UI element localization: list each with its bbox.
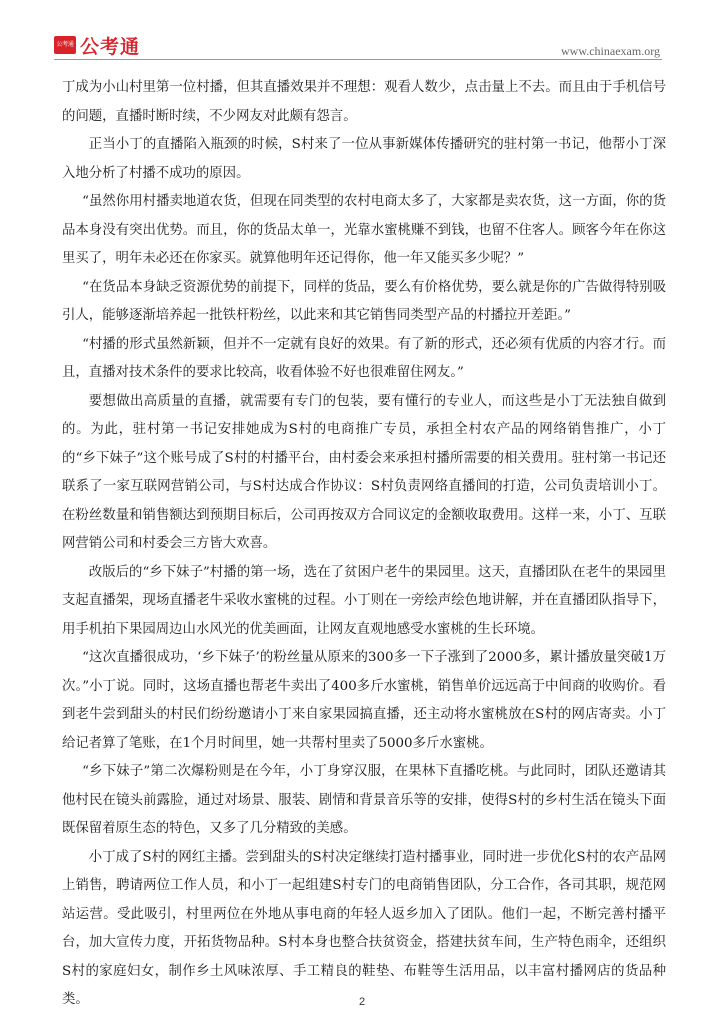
document-body bbox=[62, 74, 666, 1015]
paragraph: “乡下妹子”第二次爆粉则是在今年，小丁身穿汉服，在果林下直播吃桃。与此同时，团队还邀请其他村民在镜头前露脸，通过对场景、服装、剧情和背景音乐等的安排，使得S村的乡村生活在镜头下面既保留着原生态的特色，又多了几分精致的美感。 bbox=[62, 764, 666, 836]
logo-badge: 公考通 bbox=[54, 36, 76, 54]
paragraph: “在货品本身缺乏资源优势的前提下，同样的货品，要么有价格优势，要么就是你的广告做得特别吸引人，能够逐渐培养起一批铁杆粉丝，以此来和其它销售同类型产品的村播拉开差距。” bbox=[62, 279, 666, 323]
paragraph: 改版后的“乡下妹子”村播的第一场，选在了贫困户老牛的果园里。这天，直播团队在老牛的果园里支起直播架，现场直播老牛采收水蜜桃的过程。小丁则在一旁绘声绘色地讲解，并在直播团队指导下，用手机拍下果园周边山水风光的优美画面，让网友直观地感受水蜜桃的生长环境。 bbox=[62, 564, 666, 637]
paragraph: “虽然你用村播卖地道农货，但现在同类型的农村电商太多了，大家都是卖农货，这一方面，你的货品本身没有突出优势。而且，你的货品太单一，光靠水蜜桃赚不到钱，也留不住客人。顾客今年在你这里买了，明年未必还在你家买。就算他明年还记得你，他一年又能买多少呢？” bbox=[62, 194, 666, 266]
page-number: 2 bbox=[358, 996, 366, 1008]
header-divider bbox=[54, 59, 662, 60]
logo-text: 公考通 bbox=[80, 36, 141, 58]
page-header bbox=[0, 0, 724, 64]
paragraph: “这次直播很成功，‘乡下妹子’的粉丝量从原来的300多一下子涨到了2000多，累计播放量突破1万次。”小丁说。同时，这场直播也帮老牛卖出了400多斤水蜜桃，销售单价远远高于中间商的收购价。看到老牛尝到甜头的村民们纷纷邀请小丁来自家果园搞直播，还主动将水蜜桃放在S村的网店寄卖。小丁给记者算了笔账，在1个月时间里，她一共帮村里卖了5000多斤水蜜桃。 bbox=[62, 650, 666, 751]
site-url: www.chinaexam.org bbox=[561, 44, 660, 58]
paragraph: 丁成为小山村里第一位村播，但其直播效果并不理想：观看人数少，点击量上不去。而且由于手机信号的问题，直播时断时续，不少网友对此颇有怨言。 bbox=[62, 80, 666, 124]
paragraph: 小丁成了S村的网红主播。尝到甜头的S村决定继续打造村播事业，同时进一步优化S村的农产品网上销售，聘请两位工作人员，和小丁一起组建S村专门的电商销售团队，分工合作，各司其职，规范网站运营。受此吸引，村里两位在外地从事电商的年轻人返乡加入了团队。他们一起，不断完善村播平台，加大宣传力度，开拓货物品种。S村本身也整合扶贫资金，搭建扶贫车间，生产特色雨伞，还组织S村的家庭妇女，制作乡土风味浓厚、手工精良的鞋垫、布鞋等生活用品，以丰富村播网店的货品种类。 bbox=[62, 849, 666, 1007]
paragraph: “村播的形式虽然新颖，但并不一定就有良好的效果。有了新的形式，还必须有优质的内容才行。而且，直播对技术条件的要求比较高，收看体验不好也很难留住网友。” bbox=[62, 336, 666, 380]
paragraph: 正当小丁的直播陷入瓶颈的时候，S村来了一位从事新媒体传播研究的驻村第一书记，他帮小丁深入地分析了村播不成功的原因。 bbox=[62, 137, 666, 181]
paragraph: 要想做出高质量的直播，就需要有专门的包装，要有懂行的专业人，而这些是小丁无法独自做到的。为此，驻村第一书记安排她成为S村的电商推广专员，承担全村农产品的网络销售推广，小丁的“乡下妹子”这个账号成了S村的村播平台，由村委会来承担村播所需要的相关费用。驻村第一书记还联系了一家互联网营销公司，与S村达成合作协议：S村负责网络直播间的打造，公司负责培训小丁。在粉丝数量和销售额达到预期目标后，公司再按双方合同议定的金额收取费用。这样一来，小丁、互联网营销公司和村委会三方皆大欢喜。 bbox=[62, 393, 666, 551]
